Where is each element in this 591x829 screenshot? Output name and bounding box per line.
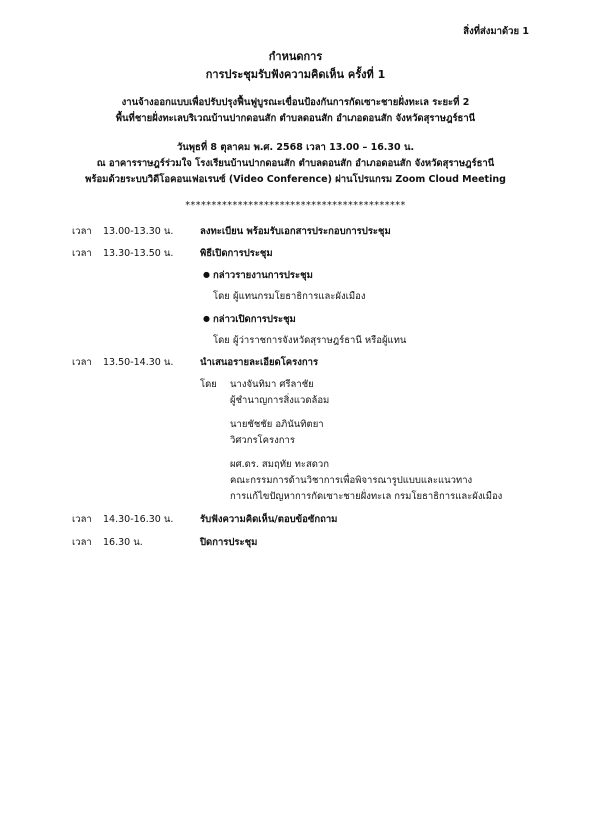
document-title: กำหนดการ (268, 50, 323, 63)
meeting-title: การประชุมรับฟังความคิดเห็น ครั้งที่ 1 (205, 68, 386, 81)
schedule-activity: ปิดการประชุม (200, 537, 258, 548)
presenter-role: คณะกรรมการด้านวิชาการเพื่อพิจารณารูปแบบและแนวทาง (230, 475, 473, 486)
opening-item-by (0, 291, 591, 307)
by-label: โดย (213, 335, 230, 346)
project-line-1: งานจ้างออกแบบเพื่อปรับปรุงฟื้นฟูบูรณะเขื่อนป้องกันการกัดเซาะชายฝั่งทะเล ระยะที่ 2 (121, 97, 470, 108)
schedule-time: 14.30-16.30 น. (103, 514, 174, 525)
opening-item-title: กล่าวเปิดการประชุม (213, 314, 296, 325)
project-line-2: พื้นที่ชายฝั่งทะเลบริเวณบ้านปากดอนสัก ตำบลดอนสัก อำเภอดอนสัก จังหวัดสุราษฎร์ธานี (115, 113, 476, 124)
schedule-row (0, 537, 591, 553)
presenter-name: นางจันทิมา ศรีลาชัย (230, 379, 314, 390)
schedule-activity: นำเสนอรายละเอียดโครงการ (200, 357, 319, 368)
time-label: เวลา (72, 248, 92, 259)
opening-item-by (0, 335, 591, 351)
presenter-role: วิศวกรโครงการ (230, 435, 295, 446)
time-label: เวลา (72, 357, 92, 368)
schedule-row (0, 357, 591, 373)
presenter-name: ผศ.ดร. สมฤทัย ทะสดวก (230, 459, 330, 470)
venue-line-2: พร้อมด้วยระบบวิดีโอคอนเฟอเรนซ์ (Video Conference) ผ่านโปรแกรม Zoom Cloud Meeting (85, 174, 506, 185)
schedule-activity: ลงทะเบียน พร้อมรับเอกสารประกอบการประชุม (200, 226, 391, 237)
attachment-label: สิ่งที่ส่งมาด้วย 1 (463, 26, 529, 37)
schedule-activity: พิธีเปิดการประชุม (200, 248, 273, 259)
divider: ****************************************** (185, 200, 406, 211)
time-label: เวลา (72, 514, 92, 525)
time-label: เวลา (72, 537, 92, 548)
schedule-time: 13.30-13.50 น. (103, 248, 174, 259)
opening-item (0, 270, 591, 286)
schedule-time: 13.50-14.30 น. (103, 357, 174, 368)
schedule-time: 13.00-13.30 น. (103, 226, 174, 237)
schedule-row (0, 514, 591, 530)
presenter-name: นายชัชชัย อภินันทิตยา (230, 419, 324, 430)
opening-item-title: กล่าวรายงานการประชุม (213, 270, 313, 281)
presenter-role: การแก้ไขปัญหาการกัดเซาะชายฝั่งทะเล กรมโยธาธิการและผังเมือง (230, 491, 503, 502)
bullet-icon: ● (203, 270, 210, 279)
opening-item-speaker: ผู้แทนกรมโยธาธิการและผังเมือง (233, 291, 366, 302)
schedule-time: 16.30 น. (103, 537, 143, 548)
by-label: โดย (213, 291, 230, 302)
schedule-row (0, 226, 591, 242)
opening-item (0, 314, 591, 330)
venue-line-1: ณ อาคารราษฎร์ร่วมใจ โรงเรียนบ้านปากดอนสัก ตำบลดอนสัก อำเภอดอนสัก จังหวัดสุราษฎร์ธานี (96, 158, 495, 169)
schedule-row (0, 248, 591, 264)
by-label: โดย (200, 379, 217, 390)
meeting-date: วันพุธที่ 8 ตุลาคม พ.ศ. 2568 เวลา 13.00 – 16.30 น. (176, 142, 415, 153)
time-label: เวลา (72, 226, 92, 237)
schedule-activity: รับฟังความคิดเห็น/ตอบข้อซักถาม (200, 514, 338, 525)
bullet-icon: ● (203, 314, 210, 323)
presenter-role: ผู้ชำนาญการสิ่งแวดล้อม (230, 395, 330, 406)
opening-item-speaker: ผู้ว่าราชการจังหวัดสุราษฎร์ธานี หรือผู้แทน (233, 335, 407, 346)
